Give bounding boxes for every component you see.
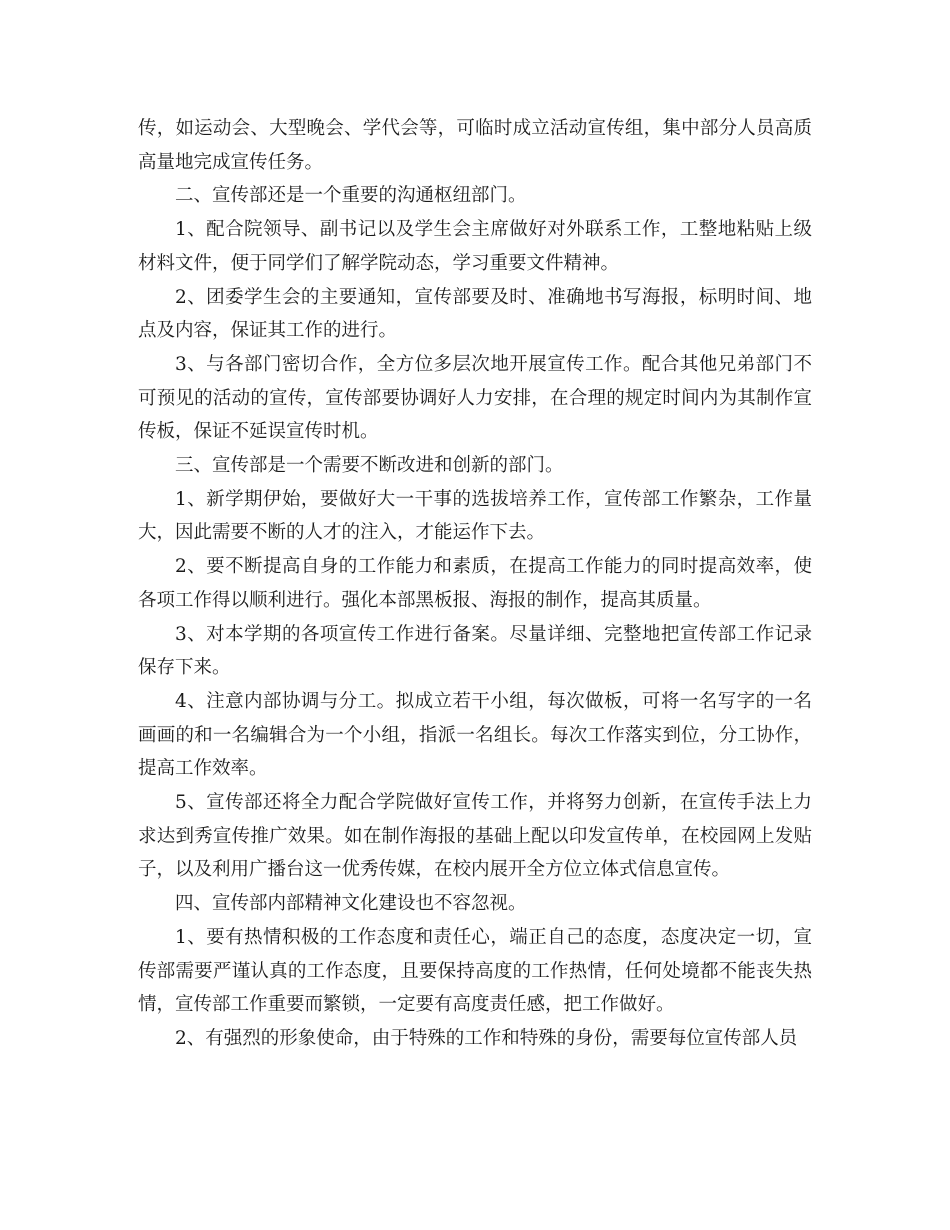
paragraph: 1、新学期伊始，要做好大一干事的选拔培养工作，宣传部工作繁杂，工作量大，因此需要不断的人才的注入，才能运作下去。 bbox=[138, 488, 812, 544]
section-heading-three: 三、宣传部是一个需要不断改进和创新的部门。 bbox=[175, 455, 564, 477]
paragraph: 2、团委学生会的主要通知，宣传部要及时、准确地书写海报，标明时间、地点及内容，保证其工作的进行。 bbox=[138, 286, 812, 342]
section-heading-two: 二、宣传部还是一个重要的沟通枢纽部门。 bbox=[175, 185, 527, 207]
section-heading-four: 四、宣传部内部精神文化建设也不容忽视。 bbox=[175, 893, 527, 915]
paragraph-continuation: 传，如运动会、大型晚会、学代会等，可临时成立活动宣传组，集中部分人员高质高量地完成宣传任务。 bbox=[138, 118, 812, 173]
document-body bbox=[138, 112, 812, 1056]
paragraph: 1、配合院领导、副书记以及学生会主席做好对外联系工作，工整地粘贴上级材料文件，便于同学们了解学院动态，学习重要文件精神。 bbox=[138, 219, 812, 274]
paragraph: 5、宣传部还将全力配合学院做好宣传工作，并将努力创新，在宣传手法上力求达到秀宣传推广效果。如在制作海报的基础上配以印发宣传单，在校园网上发贴子，以及利用广播台这一优秀传媒，在校内展开全方位立体式信息宣传。 bbox=[138, 792, 812, 881]
paragraph: 2、要不断提高自身的工作能力和素质，在提高工作能力的同时提高效率，使各项工作得以顺利进行。强化本部黑板报、海报的制作，提高其质量。 bbox=[138, 556, 812, 611]
paragraph: 3、对本学期的各项宣传工作进行备案。尽量详细、完整地把宣传部工作记录保存下来。 bbox=[138, 623, 812, 679]
paragraph: 4、注意内部协调与分工。拟成立若干小组，每次做板，可将一名写字的一名画画的和一名编辑合为一个小组，指派一名组长。每次工作落实到位，分工协作，提高工作效率。 bbox=[138, 690, 812, 780]
paragraph: 2、有强烈的形象使命，由于特殊的工作和特殊的身份，需要每位宣传部人员 bbox=[175, 1027, 798, 1049]
paragraph: 3、与各部门密切合作，全方位多层次地开展宣传工作。配合其他兄弟部门不可预见的活动的宣传，宣传部要协调好人力安排，在合理的规定时间内为其制作宣传板，保证不延误宣传时机。 bbox=[138, 353, 812, 443]
paragraph: 1、要有热情积极的工作态度和责任心，端正自己的态度，态度决定一切，宣传部需要严谨认真的工作态度，且要保持高度的工作热情，任何处境都不能丧失热情，宣传部工作重要而繁锁，一定要有高度责任感，把工作做好。 bbox=[138, 926, 812, 1016]
